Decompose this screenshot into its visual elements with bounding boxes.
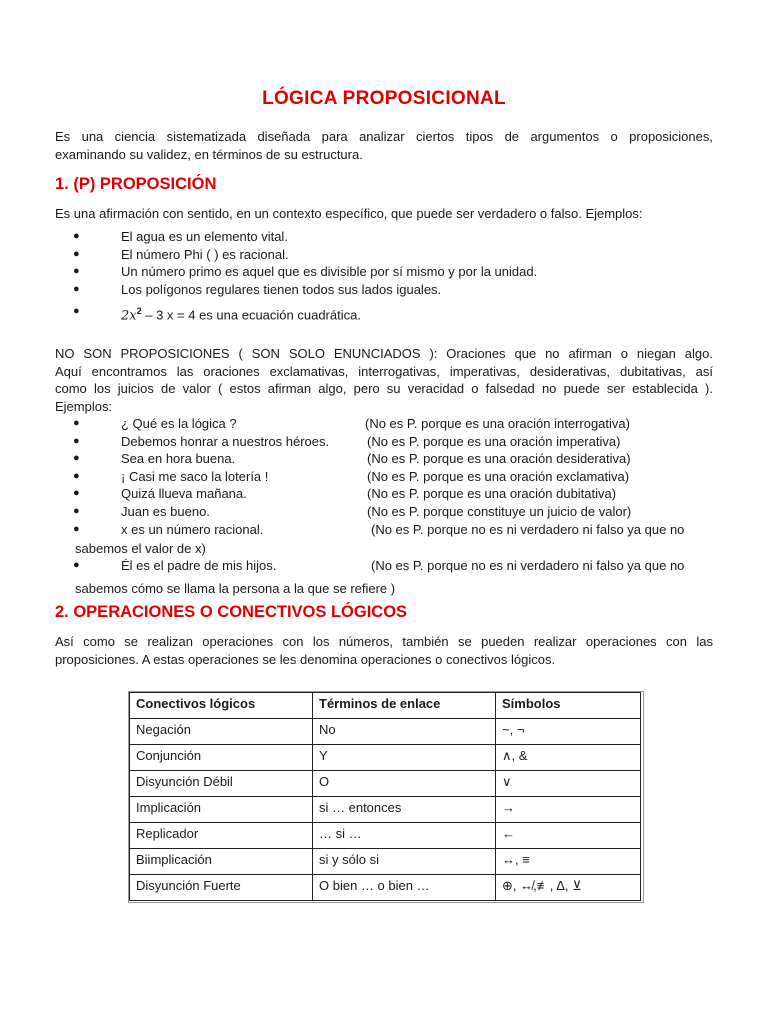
list-item-continuation: sabemos cómo se llama la persona a la que se refiere ) [75, 581, 396, 596]
table-row: Disyunción Fuerte O bien … o bien … ⊕, ↮,≢, Δ, ⊻ [130, 875, 641, 901]
table-row: Disyunción Débil O ∨ [130, 771, 641, 797]
table-row: Implicación si … entonces → [130, 797, 641, 823]
bullet-icon: ● [73, 305, 80, 318]
bullet-icon: ● [73, 434, 80, 447]
bullet-icon: ● [73, 247, 80, 260]
table-row: Replicador … si … ← [130, 823, 641, 849]
list-item: ● $2x^2 - 3$ x = 4 es una ecuación cuadrática. [73, 305, 361, 324]
non-proposition-examples-list [55, 415, 713, 538]
list-item: ● Él es el padre de mis hijos. (No es P. porque no es ni verdadero ni falso ya que no [73, 558, 685, 573]
table-header-cell: Términos de enlace [313, 693, 496, 719]
proposition-examples-list [55, 228, 713, 324]
math-expression: 2x [121, 308, 137, 324]
intro-line: examinando su validez, en términos de su estructura. [55, 146, 363, 162]
list-item: ● Un número primo es aquel que es divisible por sí mismo y por la unidad. [73, 264, 538, 280]
list-item: ● El agua es un elemento vital. [73, 229, 288, 244]
list-item: ● El número Phi ( ) es racional. [73, 246, 289, 262]
bullet-icon: ● [73, 452, 80, 465]
list-item: ● ¿ Qué es la lógica ? (No es P. porque es una oración interrogativa) [73, 416, 630, 431]
bullet-icon: ● [73, 417, 80, 429]
list-item: ● Juan es bueno. (No es P. porque constituye un juicio de valor) [73, 503, 632, 519]
table-header-cell: Símbolos [496, 693, 641, 719]
bullet-icon: ● [73, 230, 80, 242]
non-propositions-paragraph: NO SON PROPOSICIONES ( SON SOLO ENUNCIADOS ): Oraciones que no afirman o niegan algo. Aquí encontramos las oraciones exclamativas, interrogativas, imperativas, desiderativas, dubitativas, así como los juicios de valor ( estos afirman algo, pero su veracidad o falsedad no puede ser establecida ). Ejemplos: [55, 346, 713, 414]
list-item: ● Quizá llueva mañana. (No es P. porque es una oración dubitativa) [73, 486, 617, 502]
table-frame [128, 691, 644, 903]
operations-paragraph: Así como se realizan operaciones con los números, también se pueden realizar operaciones con las proposiciones. A estas operaciones se les denomina operaciones o conectivos lógicos. [55, 634, 713, 667]
non-proposition-examples-list-end [55, 557, 713, 575]
bullet-icon: ● [73, 559, 80, 571]
table-row: Conjunción Y ∧, & [130, 745, 641, 771]
bullet-icon: ● [73, 522, 80, 535]
list-item: ● ¡ Casi me saco la lotería ! (No es P. porque es una oración exclamativa) [73, 468, 630, 484]
bullet-icon: ● [73, 487, 80, 500]
table-header-cell: Conectivos lógicos [130, 693, 313, 719]
list-item-continuation: sabemos el valor de x) [75, 541, 206, 556]
list-item: ● x es un número racional. (No es P. porque no es ni verdadero ni falso ya que no [73, 521, 685, 537]
section-1-heading: 1. (P) PROPOSICIÓN [55, 175, 217, 193]
table-row: Biimplicación si y sólo si ↔, ≡ [130, 849, 641, 875]
intro-paragraph [55, 128, 713, 163]
list-item: ● Los polígonos regulares tienen todos sus lados iguales. [73, 281, 442, 297]
proposition-definition: Es una afirmación con sentido, en un contexto específico, que puede ser verdadero o falso. Ejemplos: [55, 206, 643, 221]
bullet-icon: ● [73, 265, 80, 278]
table-row: Negación No ~, ¬ [130, 719, 641, 745]
bullet-icon: ● [73, 469, 80, 482]
intro-line: Es una ciencia sistematizada diseñada para analizar ciertos tipos de argumentos o proposiciones, [55, 129, 713, 144]
list-item: ● Sea en hora buena. (No es P. porque es una oración desiderativa) [73, 451, 631, 467]
section-2-heading: 2. OPERACIONES O CONECTIVOS LÓGICOS [55, 603, 408, 621]
document-title: LÓGICA PROPOSICIONAL [262, 88, 506, 109]
bullet-icon: ● [73, 504, 80, 517]
list-item: ● Debemos honrar a nuestros héroes. (No es P. porque es una oración imperativa) [73, 433, 621, 449]
bullet-icon: ● [73, 282, 80, 295]
